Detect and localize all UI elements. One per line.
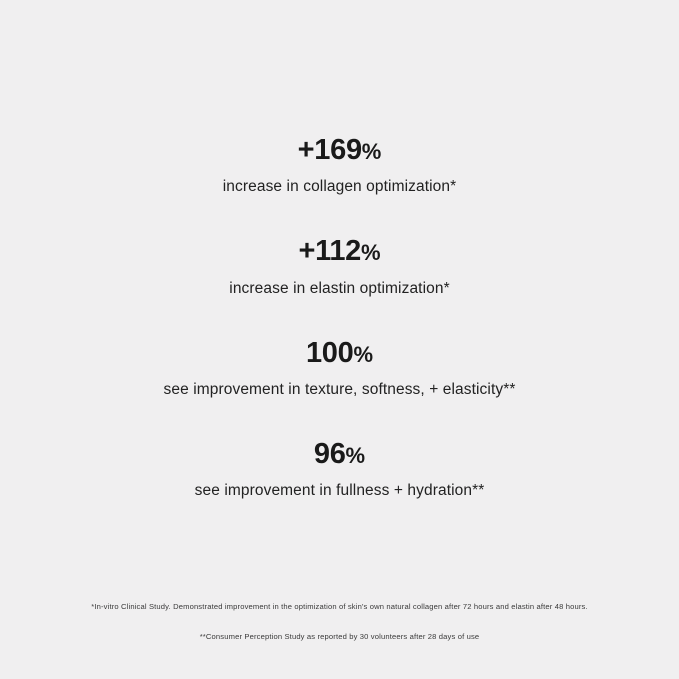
stat-item bbox=[0, 436, 679, 501]
stats-list bbox=[0, 132, 679, 502]
stat-item bbox=[0, 335, 679, 400]
stat-value-number: 96 bbox=[313, 438, 346, 471]
footnote-secondary: **Consumer Perception Study as reported by 30 volunteers after 28 days of use bbox=[199, 632, 480, 642]
stat-item bbox=[0, 132, 679, 197]
stat-value-number: 100 bbox=[305, 336, 354, 369]
stat-value-number: +169 bbox=[297, 134, 362, 166]
footnotes bbox=[0, 602, 679, 643]
stat-value-percent: % bbox=[353, 341, 374, 367]
stat-label: see improvement in fullness + hydration** bbox=[194, 482, 485, 500]
stat-label: increase in elastin optimization* bbox=[229, 279, 450, 297]
stat-label: see improvement in texture, softness, + elasticity** bbox=[163, 381, 516, 399]
stat-value bbox=[0, 436, 679, 472]
stat-value-percent: % bbox=[345, 443, 366, 469]
stat-value-percent: % bbox=[360, 240, 381, 266]
stat-label: increase in collagen optimization* bbox=[222, 178, 457, 196]
stat-value bbox=[0, 233, 679, 269]
stat-value-percent: % bbox=[361, 139, 382, 164]
stat-value-number: +112 bbox=[298, 235, 361, 268]
footnote-primary: *In-vitro Clinical Study. Demonstrated improvement in the optimization of skin's own natural collagen after 72 hours and elastin after 48 hours. bbox=[91, 601, 588, 611]
stat-item bbox=[0, 233, 679, 298]
stat-value bbox=[0, 335, 679, 371]
stat-value bbox=[0, 132, 679, 168]
